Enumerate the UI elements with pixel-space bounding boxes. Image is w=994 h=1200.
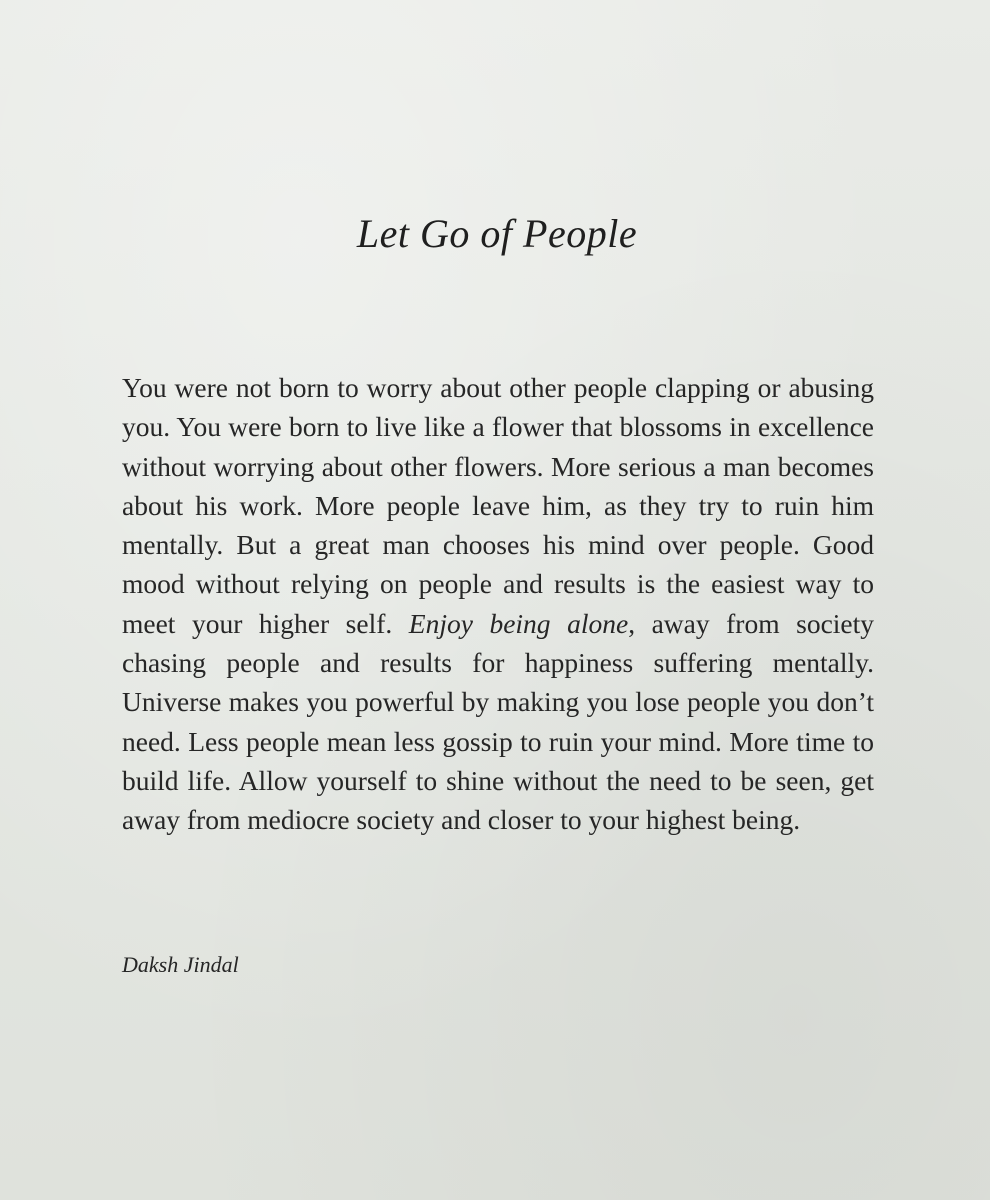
- body-text-part-1: You were not born to worry about other people clapping or abusing you. You were born to live like a flower that blossoms in excellence without worrying about other flowers. More serious a man becomes about his work. More people leave him, as they try to ruin him mentally. But a great man chooses his mind over people. Good mood without relying on people and results is the easiest way to meet your higher self.: [122, 372, 874, 639]
- body-text-emphasis: Enjoy being alone: [408, 607, 629, 639]
- body-paragraph: [122, 368, 874, 840]
- author-name: Daksh Jindal: [122, 952, 239, 977]
- page-title: Let Go of People: [356, 211, 638, 256]
- body-text-part-2: , away from society chasing people and results for happiness suffering mentally. Universe makes you powerful by making you lose people you don’t need. Less people mean less gossip to ruin your mind. More time to build life. Allow yourself to shine without the need to be seen, get away from mediocre society and closer to your highest being.: [122, 607, 875, 836]
